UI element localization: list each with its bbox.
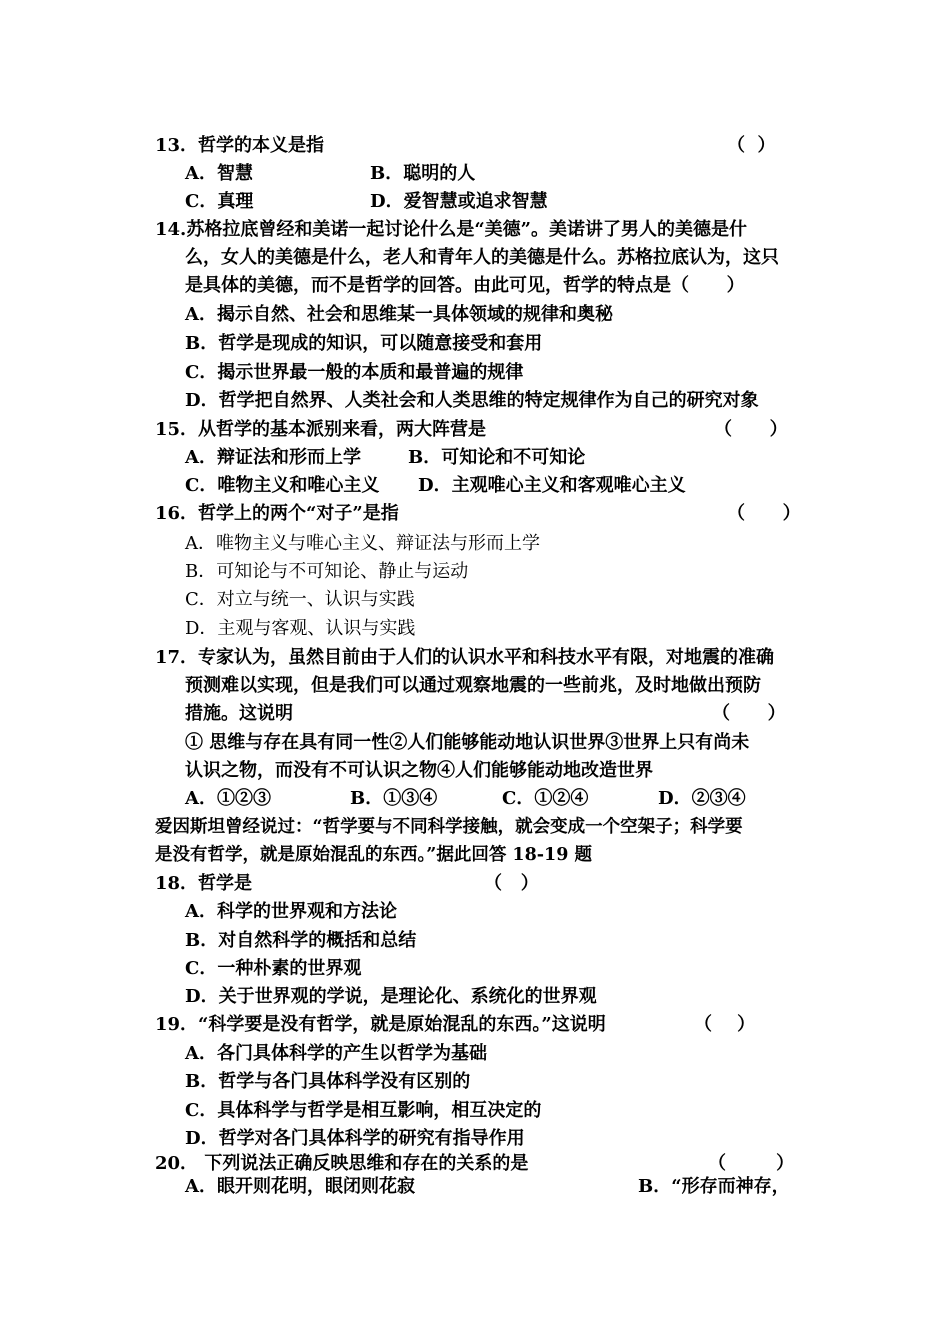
q20-option-b: B．“形存而神存，: [638, 1176, 790, 1197]
q16-option-d: D．主观与客观、认识与实践: [185, 618, 416, 639]
q17-stem-line1: 17．专家认为，虽然目前由于人们的认识水平和科技水平有限，对地震的准确: [155, 647, 775, 668]
q19-stem: 19．“科学要是没有哲学，就是原始混乱的东西。”这说明: [155, 1014, 606, 1035]
q17-answer-paren: （ ）: [712, 703, 786, 724]
q17-option-c: C．①②④: [502, 788, 589, 809]
q14-stem-line3: 是具体的美德，而不是哲学的回答。由此可见，哲学的特点是（ ）: [185, 275, 745, 296]
q15-option-d: D．主观唯心主义和客观唯心主义: [418, 475, 686, 496]
q14-stem-line1: 14.苏格拉底曾经和美诺一起讨论什么是“美德”。美诺讲了男人的美德是什: [155, 219, 748, 240]
q20-stem: 20． 下列说法正确反映思维和存在的关系的是: [155, 1153, 529, 1174]
q19-option-b: B．哲学与各门具体科学没有区别的: [185, 1071, 471, 1092]
q13-answer-paren: （ ）: [727, 135, 776, 156]
q17-option-d: D．②③④: [658, 788, 746, 809]
q18-option-c: C．一种朴素的世界观: [185, 958, 362, 979]
q13-option-b: B．聪明的人: [370, 163, 476, 184]
q15-option-a: A．辩证法和形而上学: [185, 447, 361, 468]
q16-option-b: B．可知论与不可知论、静止与运动: [185, 561, 469, 582]
q19-option-d: D．哲学对各门具体科学的研究有指导作用: [185, 1128, 525, 1149]
q19-answer-paren: （ ）: [694, 1014, 756, 1035]
q18-option-d: D．关于世界观的学说，是理论化、系统化的世界观: [185, 986, 597, 1007]
q13-stem: 13．哲学的本义是指: [155, 135, 325, 156]
q15-stem: 15．从哲学的基本派别来看，两大阵营是: [155, 419, 487, 440]
q13-option-d: D．爱智慧或追求智慧: [370, 191, 548, 212]
q13-option-a: A．智慧: [185, 163, 253, 184]
q20-option-a: A．眼开则花明，眼闭则花寂: [185, 1176, 415, 1197]
q18-stem: 18．哲学是: [155, 873, 253, 894]
q19-option-c: C．具体科学与哲学是相互影响，相互决定的: [185, 1100, 542, 1121]
q13-option-c: C．真理: [185, 191, 254, 212]
q17-option-a: A．①②③: [185, 788, 271, 809]
q17-option-b: B．①③④: [350, 788, 438, 809]
einstein-passage-line2: 是没有哲学，就是原始混乱的东西。”据此回答 18-19 题: [155, 845, 592, 865]
q17-statements-line2: 认识之物，而没有不可认识之物④人们能够能动地改造世界: [185, 760, 653, 781]
q16-answer-paren: （ ）: [727, 503, 801, 524]
q18-answer-paren: （ ）: [484, 873, 539, 894]
q18-option-b: B．对自然科学的概括和总结: [185, 930, 417, 951]
q14-option-b: B．哲学是现成的知识，可以随意接受和套用: [185, 333, 543, 354]
q18-option-a: A．科学的世界观和方法论: [185, 901, 397, 922]
q17-stem-line3: 措施。这说明: [185, 703, 293, 724]
q16-stem: 16．哲学上的两个“对子”是指: [155, 503, 399, 524]
q20-answer-paren: （ ）: [708, 1153, 795, 1174]
q16-option-a: A．唯物主义与唯心主义、辩证法与形而上学: [185, 533, 540, 554]
q16-option-c: C．对立与统一、认识与实践: [185, 589, 415, 610]
q14-option-a: A．揭示自然、社会和思维某一具体领域的规律和奥秘: [185, 304, 613, 325]
q17-stem-line2: 预测难以实现，但是我们可以通过观察地震的一些前兆，及时地做出预防: [185, 675, 761, 696]
q14-option-c: C．揭示世界最一般的本质和最普遍的规律: [185, 362, 524, 383]
q17-statements-line1: ① 思维与存在具有同一性②人们能够能动地认识世界③世界上只有尚未: [185, 732, 750, 753]
q15-option-b: B．可知论和不可知论: [408, 447, 586, 468]
einstein-passage-line1: 爱因斯坦曾经说过：“哲学要与不同科学接触，就会变成一个空架子；科学要: [155, 817, 743, 837]
q15-option-c: C．唯物主义和唯心主义: [185, 475, 380, 496]
q19-option-a: A．各门具体科学的产生以哲学为基础: [185, 1043, 487, 1064]
q14-option-d: D．哲学把自然界、人类社会和人类思维的特定规律作为自己的研究对象: [185, 390, 759, 411]
q14-stem-line2: 么，女人的美德是什么，老人和青年人的美德是什么。苏格拉底认为，这只: [185, 247, 779, 268]
q15-answer-paren: （ ）: [714, 419, 788, 440]
